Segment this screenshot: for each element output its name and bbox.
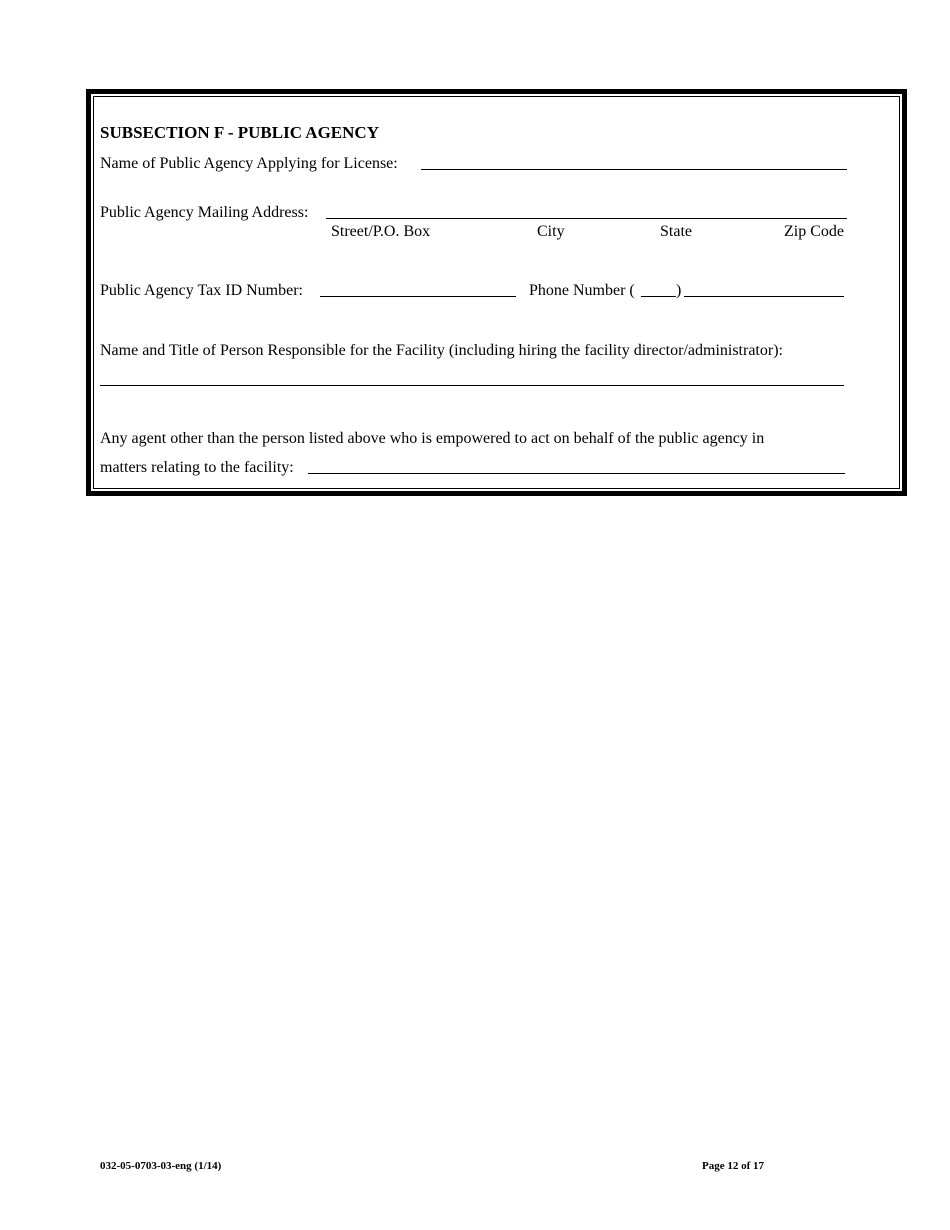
- agent-field[interactable]: [308, 473, 845, 474]
- mailing-address-label: Public Agency Mailing Address:: [100, 204, 309, 221]
- section-title: SUBSECTION F - PUBLIC AGENCY: [100, 123, 379, 142]
- phone-number-field[interactable]: [684, 296, 844, 297]
- address-city-caption: City: [537, 223, 565, 240]
- responsible-person-label: Name and Title of Person Responsible for the Facility (including hiring the facility director/administrator):: [100, 342, 783, 359]
- responsible-person-field[interactable]: [100, 385, 844, 386]
- address-state-caption: State: [660, 223, 692, 240]
- page-number: Page 12 of 17: [702, 1160, 765, 1172]
- phone-label: Phone Number (: [529, 282, 635, 299]
- address-zip-caption: Zip Code: [784, 223, 844, 240]
- agency-name-label: Name of Public Agency Applying for License:: [100, 155, 398, 172]
- phone-area-code-field[interactable]: [641, 296, 676, 297]
- form-id: 032-05-0703-03-eng (1/14): [100, 1160, 222, 1172]
- agency-name-field[interactable]: [421, 169, 847, 170]
- agent-label-line2: matters relating to the facility:: [100, 459, 294, 476]
- agent-label-line1: Any agent other than the person listed above who is empowered to act on behalf of the public agency in: [100, 430, 765, 447]
- mailing-address-field[interactable]: [326, 218, 847, 219]
- address-street-caption: Street/P.O. Box: [331, 223, 431, 240]
- tax-id-label: Public Agency Tax ID Number:: [100, 282, 303, 299]
- phone-close-paren: ): [676, 282, 682, 299]
- tax-id-field[interactable]: [320, 296, 516, 297]
